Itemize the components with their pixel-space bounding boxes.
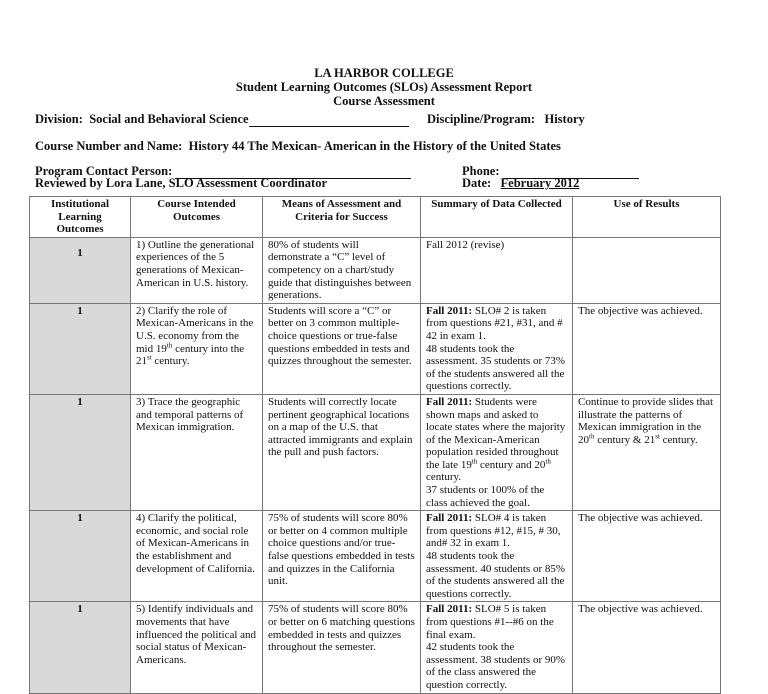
ilo-cell: 1 [30, 303, 131, 394]
header-ilo: Institutional Learning Outcomes [30, 197, 131, 238]
outcome-text: century into the 21 [136, 342, 245, 368]
summary-text: century and 20 [477, 458, 546, 471]
summary-text: 48 students took the assessment. 40 students or 85% of the students answered all the questions correctly. [426, 550, 566, 600]
use-text: century & 21 [594, 433, 656, 446]
outcome-cell: 1) Outline the generational experiences of the 5 generations of Mexican-American in U.S. history. [131, 237, 263, 303]
outcome-cell [131, 303, 263, 394]
college-name: LA HARBOR COLLEGE [314, 66, 454, 80]
term-label: Fall 2011: [426, 304, 473, 317]
summary-text: SLO# 2 is taken from questions #21, #31, and # 42 in exam 1. [426, 304, 563, 342]
outcome-cell: 4) Clarify the political, economic, and social role of Mexican-Americans in the establishment and development of California. [131, 511, 263, 602]
assessment-table [29, 196, 721, 694]
date-line [462, 176, 579, 191]
header-outcomes: Course Intended Outcomes [131, 197, 263, 238]
means-cell: 80% of students will demonstrate a “C” level of competency on a chart/study guide that distinguishes between generations. [263, 237, 421, 303]
date-value: February 2012 [500, 176, 580, 190]
outcome-cell: 5) Identify individuals and movements that have influenced the political and social status of Mexican-Americans. [131, 602, 263, 693]
summary-cell [421, 303, 573, 394]
table-row [30, 602, 721, 693]
outcome-text: century. [151, 355, 190, 368]
summary-text: 48 students took the assessment. 35 students or 73% of the students answered all the questions correctly. [426, 342, 566, 393]
course-line [35, 139, 561, 154]
discipline-value: History [544, 112, 585, 126]
table-row [30, 511, 721, 602]
term-label: Fall 2011: [426, 512, 473, 525]
course-label: Course Number and Name: [35, 139, 183, 153]
date-label: Date: [462, 176, 492, 190]
ilo-value: 1 [77, 246, 83, 259]
report-subtitle: Course Assessment [333, 94, 435, 108]
reviewed-by: Reviewed by Lora Lane, SLO Assessment Coordinator [35, 176, 328, 190]
summary-cell [421, 394, 573, 510]
use-text: century. [659, 433, 698, 446]
outcome-cell: 3) Trace the geographic and temporal patterns of Mexican immigration. [131, 394, 263, 510]
ilo-cell: 1 [30, 602, 131, 693]
superscript: st [147, 353, 152, 362]
superscript: st [655, 432, 660, 441]
report-title: Student Learning Outcomes (SLOs) Assessment Report [235, 80, 533, 94]
summary-text: 42 students took the assessment. 38 students or 90% of the class answered the question correctly. [426, 641, 566, 691]
use-cell: The objective was achieved. [573, 511, 721, 602]
discipline-line [427, 112, 585, 127]
summary-text: century. [426, 471, 462, 484]
ilo-cell [30, 237, 131, 303]
use-cell: The objective was achieved. [573, 602, 721, 693]
means-cell: Students will score a “C” or better on 3 common multiple-choice questions or true-false questions embedded in tests and quizzes throughout the semester. [263, 303, 421, 394]
term-label: Fall 2011: [426, 603, 473, 616]
table-row [30, 303, 721, 394]
ilo-cell: 1 [30, 511, 131, 602]
use-cell: The objective was achieved. [573, 303, 721, 394]
ilo-cell: 1 [30, 394, 131, 510]
summary-text: SLO# 5 is taken from questions #1--#6 on the final exam. [426, 603, 554, 641]
term-label: Fall 2011: [426, 395, 473, 408]
means-cell: 75% of students will score 80% or better on 6 matching questions embedded in tests and quizzes throughout the semester. [263, 602, 421, 693]
superscript: th [589, 432, 595, 441]
summary-text: SLO# 4 is taken from questions #12, #15, # 30, and# 32 in exam 1. [426, 512, 561, 550]
phone-label: Phone: [462, 164, 500, 178]
division-blank [249, 114, 409, 127]
division-line [35, 112, 409, 127]
summary-text: Students were shown maps and asked to locate states where the majority of the Mexican-American population resided throughout the late 19 [426, 395, 566, 471]
summary-cell [421, 602, 573, 693]
superscript: th [471, 457, 478, 466]
use-text: Continue to provide slides that illustrate the patterns of Mexican immigration in the 20 [578, 395, 714, 446]
use-cell [573, 394, 721, 510]
table-row [30, 237, 721, 303]
division-label: Division: [35, 112, 83, 126]
table-header-row [30, 197, 721, 238]
outcome-text: 2) Clarify the role of Mexican-Americans in the U.S. economy from the mid 19 [136, 304, 254, 355]
division-value: Social and Behavioral Science [89, 112, 249, 126]
contact-label: Program Contact Person: [35, 164, 173, 178]
superscript: th [545, 457, 551, 466]
superscript: th [166, 340, 173, 349]
header-summary: Summary of Data Collected [421, 197, 573, 238]
summary-text: 37 students or 100% of the class achieved the goal. [426, 484, 545, 509]
summary-cell: Fall 2012 (revise) [421, 237, 573, 303]
header-use: Use of Results [573, 197, 721, 238]
header-means: Means of Assessment and Criteria for Success [263, 197, 421, 238]
course-value: History 44 The Mexican- American in the History of the United States [188, 139, 561, 153]
means-cell: Students will correctly locate pertinent geographical locations on a map of the U.S. that attracted immigrants and explain the pull and push factors. [263, 394, 421, 510]
discipline-label: Discipline/Program: [427, 112, 536, 126]
table-row [30, 394, 721, 510]
use-cell [573, 237, 721, 303]
summary-cell [421, 511, 573, 602]
means-cell: 75% of students will score 80% or better on 4 common multiple choice questions and/or true-false questions embedded in tests and quizzes in the California unit. [263, 511, 421, 602]
